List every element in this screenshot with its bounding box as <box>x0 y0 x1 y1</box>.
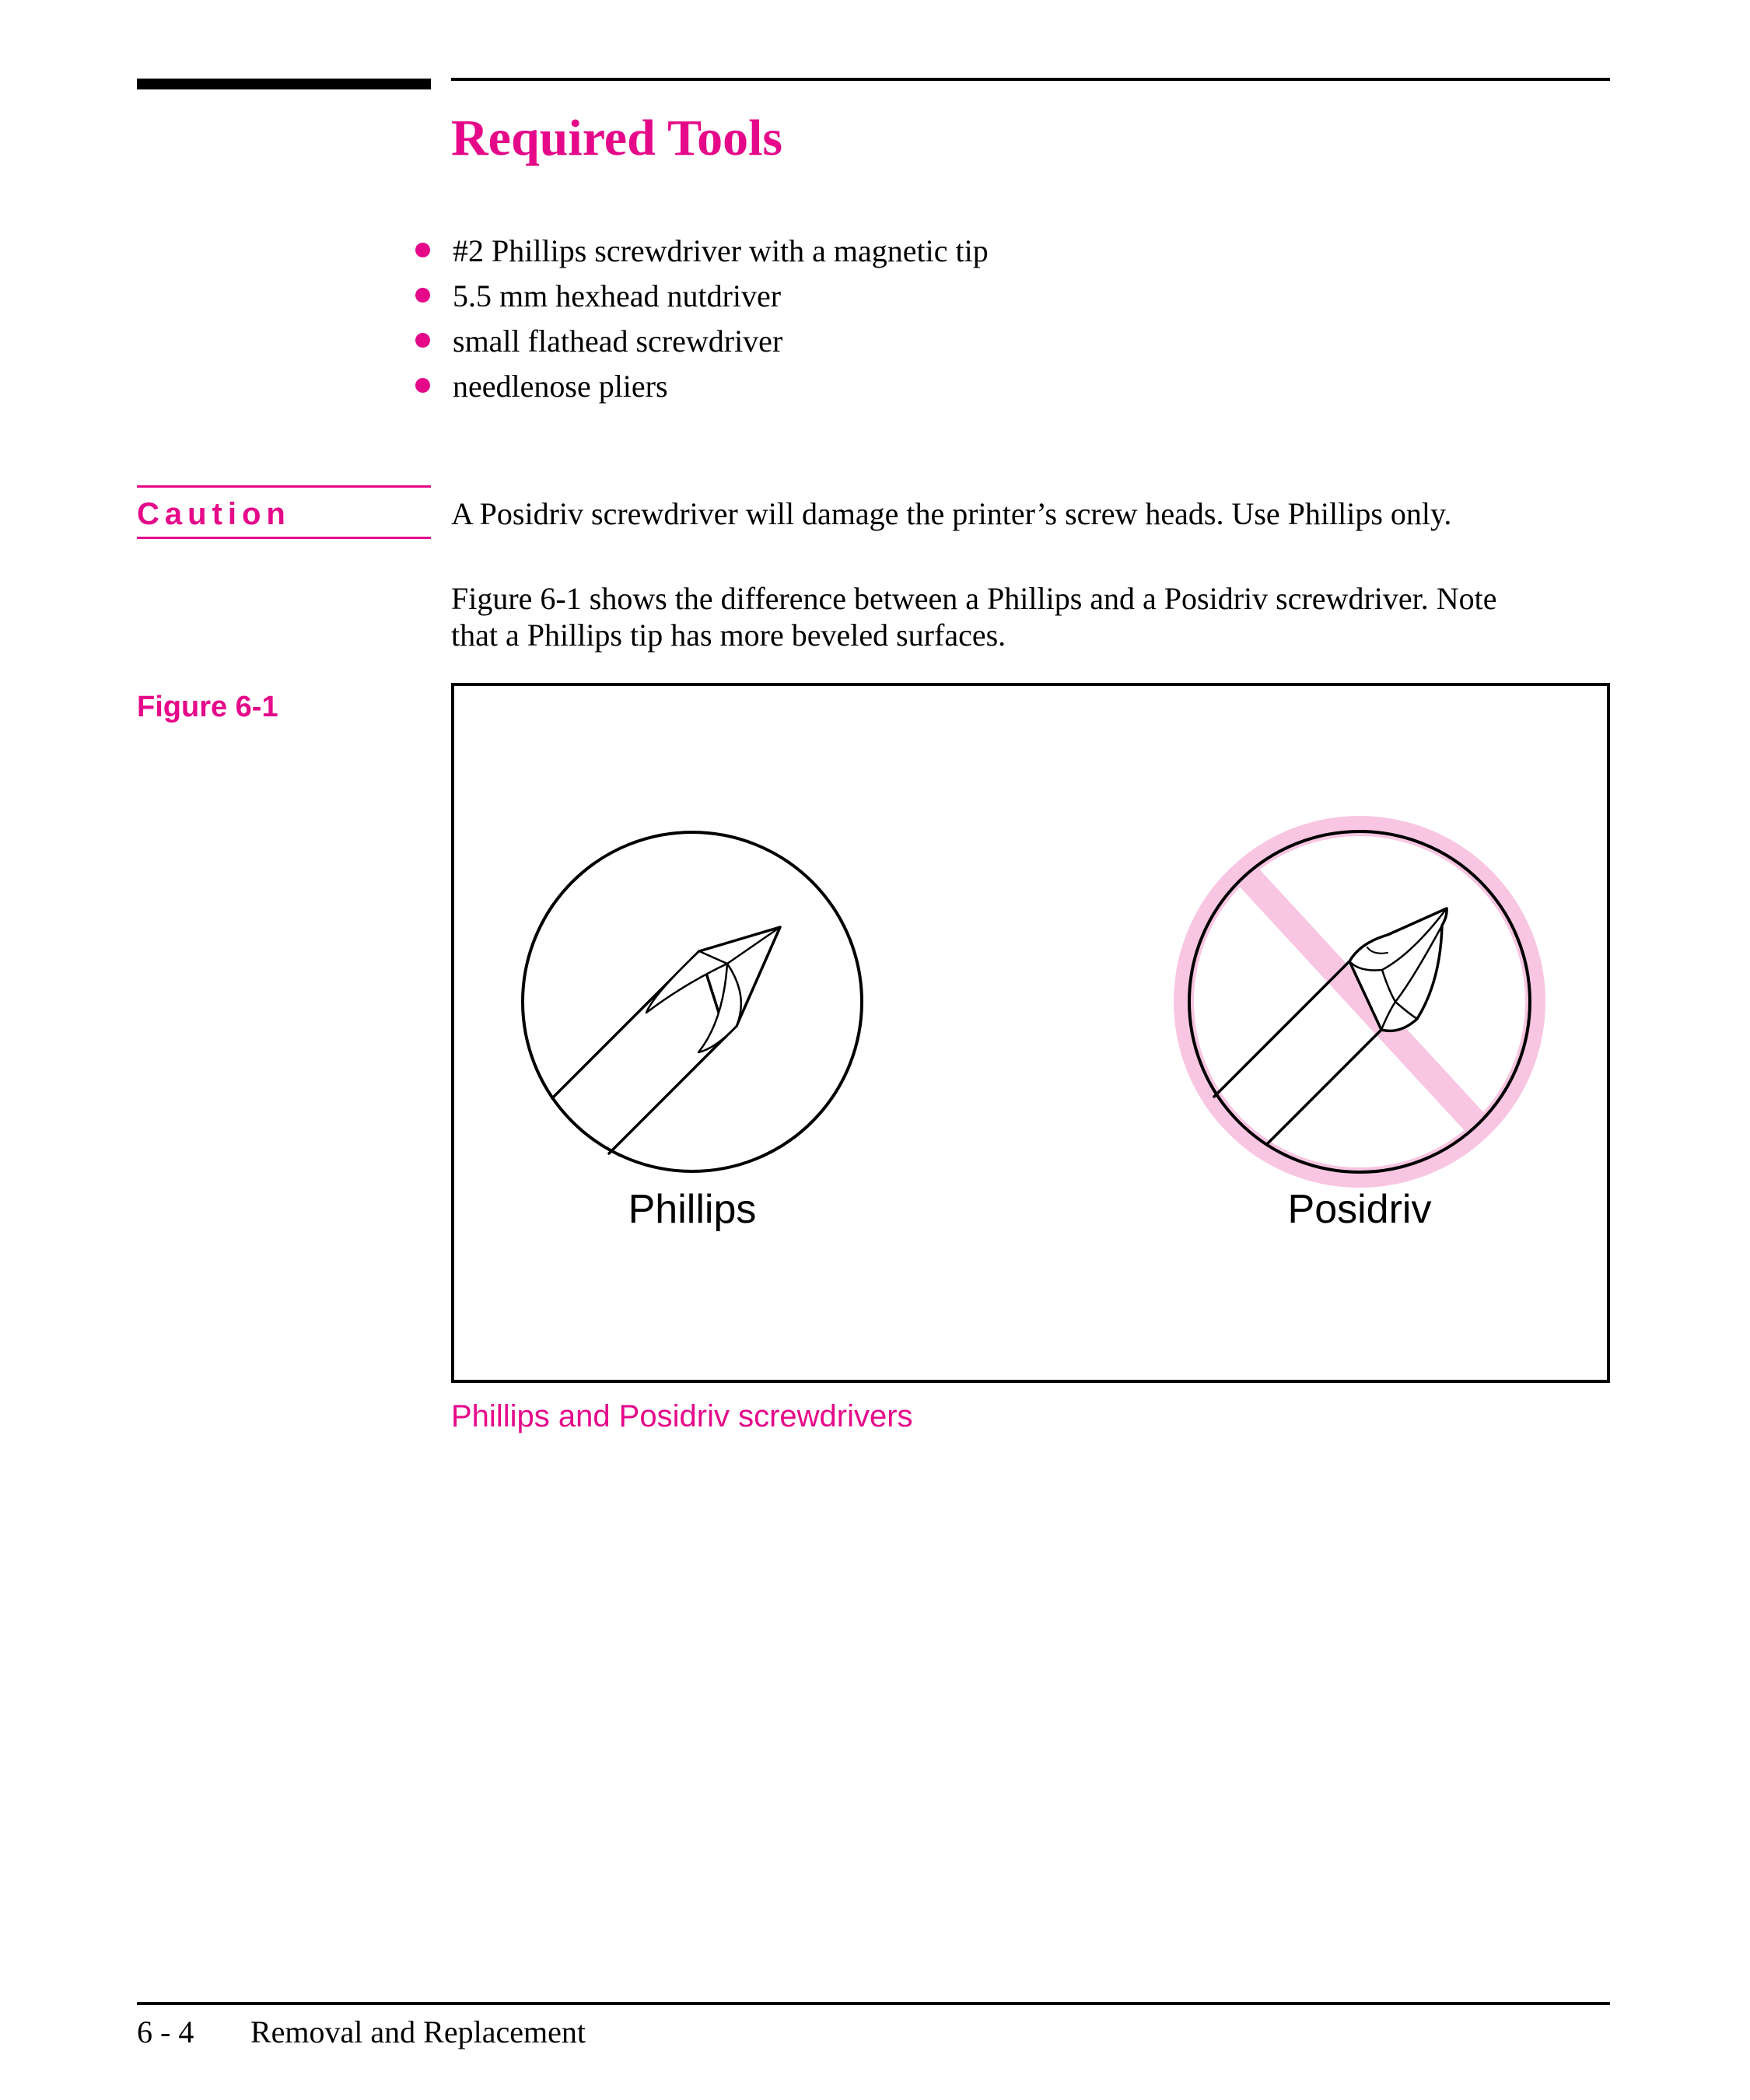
phillips-screwdriver-icon <box>523 832 862 1171</box>
list-item <box>412 229 989 274</box>
tool-label: small flathead screwdriver <box>453 324 783 359</box>
required-tools-list <box>412 229 989 409</box>
figure-caption: Phillips and Posidriv screwdrivers <box>451 1399 913 1433</box>
bullet-icon <box>415 333 430 348</box>
tool-label: needlenose pliers <box>453 369 668 404</box>
page-number: 6 - 4 <box>137 2014 194 2049</box>
bullet-icon <box>415 378 430 393</box>
list-item <box>412 364 989 409</box>
caution-rule-bottom <box>137 537 431 539</box>
list-item <box>412 274 989 319</box>
list-item <box>412 319 989 364</box>
figure-frame <box>451 683 1610 1383</box>
bullet-icon <box>415 243 430 257</box>
footer-section-title: Removal and Replacement <box>250 2014 586 2049</box>
tool-label: 5.5 mm hexhead nutdriver <box>453 278 782 313</box>
phillips-label: Phillips <box>628 1187 757 1232</box>
posidriv-label: Posidriv <box>1287 1187 1432 1232</box>
posidriv-screwdriver-icon <box>1184 826 1535 1178</box>
description-line: that a Phillips tip has more beveled surfaces. <box>451 618 1006 653</box>
description-line: Figure 6-1 shows the difference between a Phillips and a Posidriv screwdriver. Note <box>451 581 1497 616</box>
page-title: Required Tools <box>451 110 783 166</box>
screwdriver-illustration <box>454 686 1607 1380</box>
caution-text: A Posidriv screwdriver will damage the printer’s screw heads. Use Phillips only. <box>451 496 1452 531</box>
figure-label: Figure 6-1 <box>137 691 278 723</box>
caution-label: Caution <box>137 497 291 531</box>
footer-rule <box>137 2002 1610 2005</box>
tool-label: #2 Phillips screwdriver with a magnetic tip <box>453 233 989 268</box>
bullet-icon <box>415 288 430 303</box>
caution-rule-top <box>137 485 431 488</box>
header-rule-thin <box>451 78 1610 81</box>
header-rule-thick <box>137 79 431 89</box>
figure-description <box>451 580 1618 653</box>
